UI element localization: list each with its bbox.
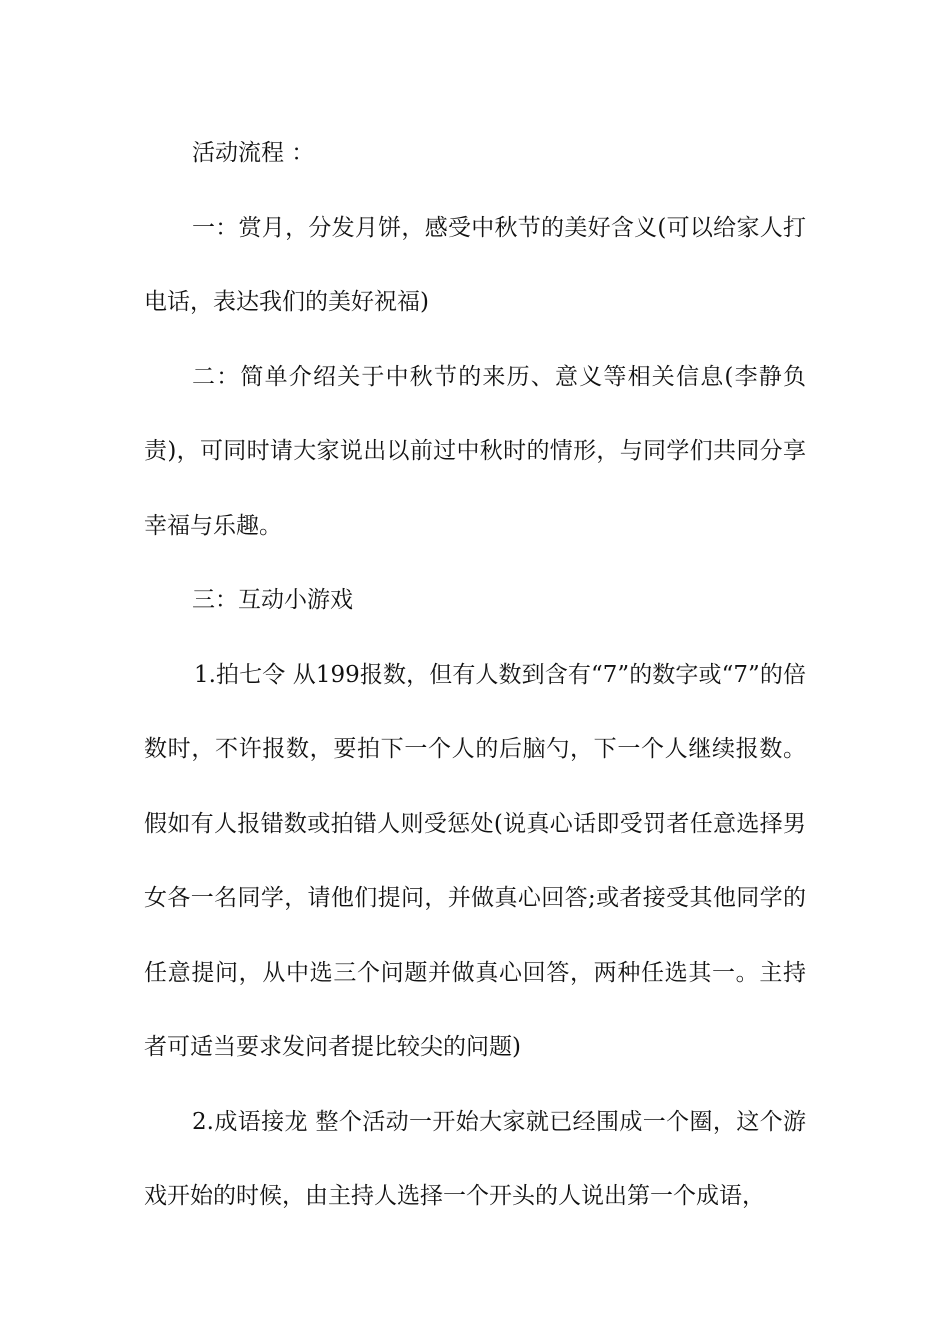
document-body xyxy=(144,116,806,1234)
paragraph-game-one: 1.拍七令 从199报数，但有人数到含有“7”的数字或“7”的倍数时，不许报数，要拍下一个人的后脑勺，下一个人继续报数。假如有人报错数或拍错人则受惩处(说真心话即受罚者任意选择男女各一名同学，请他们提问，并做真心回答;或者接受其他同学的任意提问，从中选三个问题并做真心回答，两种任选其一。主持者可适当要求发问者提比较尖的问题) xyxy=(144,661,806,1060)
paragraph-step-one: 一：赏月，分发月饼，感受中秋节的美好含义(可以给家人打电话，表达我们的美好祝福) xyxy=(144,214,806,315)
paragraph-game-two: 2.成语接龙 整个活动一开始大家就已经围成一个圈，这个游戏开始的时候，由主持人选择一个开头的人说出第一个成语， xyxy=(144,1108,806,1209)
section-heading-activity-flow: 活动流程 ： xyxy=(192,140,315,166)
paragraph-step-two: 二：简单介绍关于中秋节的来历、意义等相关信息(李静负责)，可同时请大家说出以前过中秋时的情形，与同学们共同分享幸福与乐趣。 xyxy=(144,363,806,539)
paragraph-step-three: 三：互动小游戏 xyxy=(192,587,353,613)
